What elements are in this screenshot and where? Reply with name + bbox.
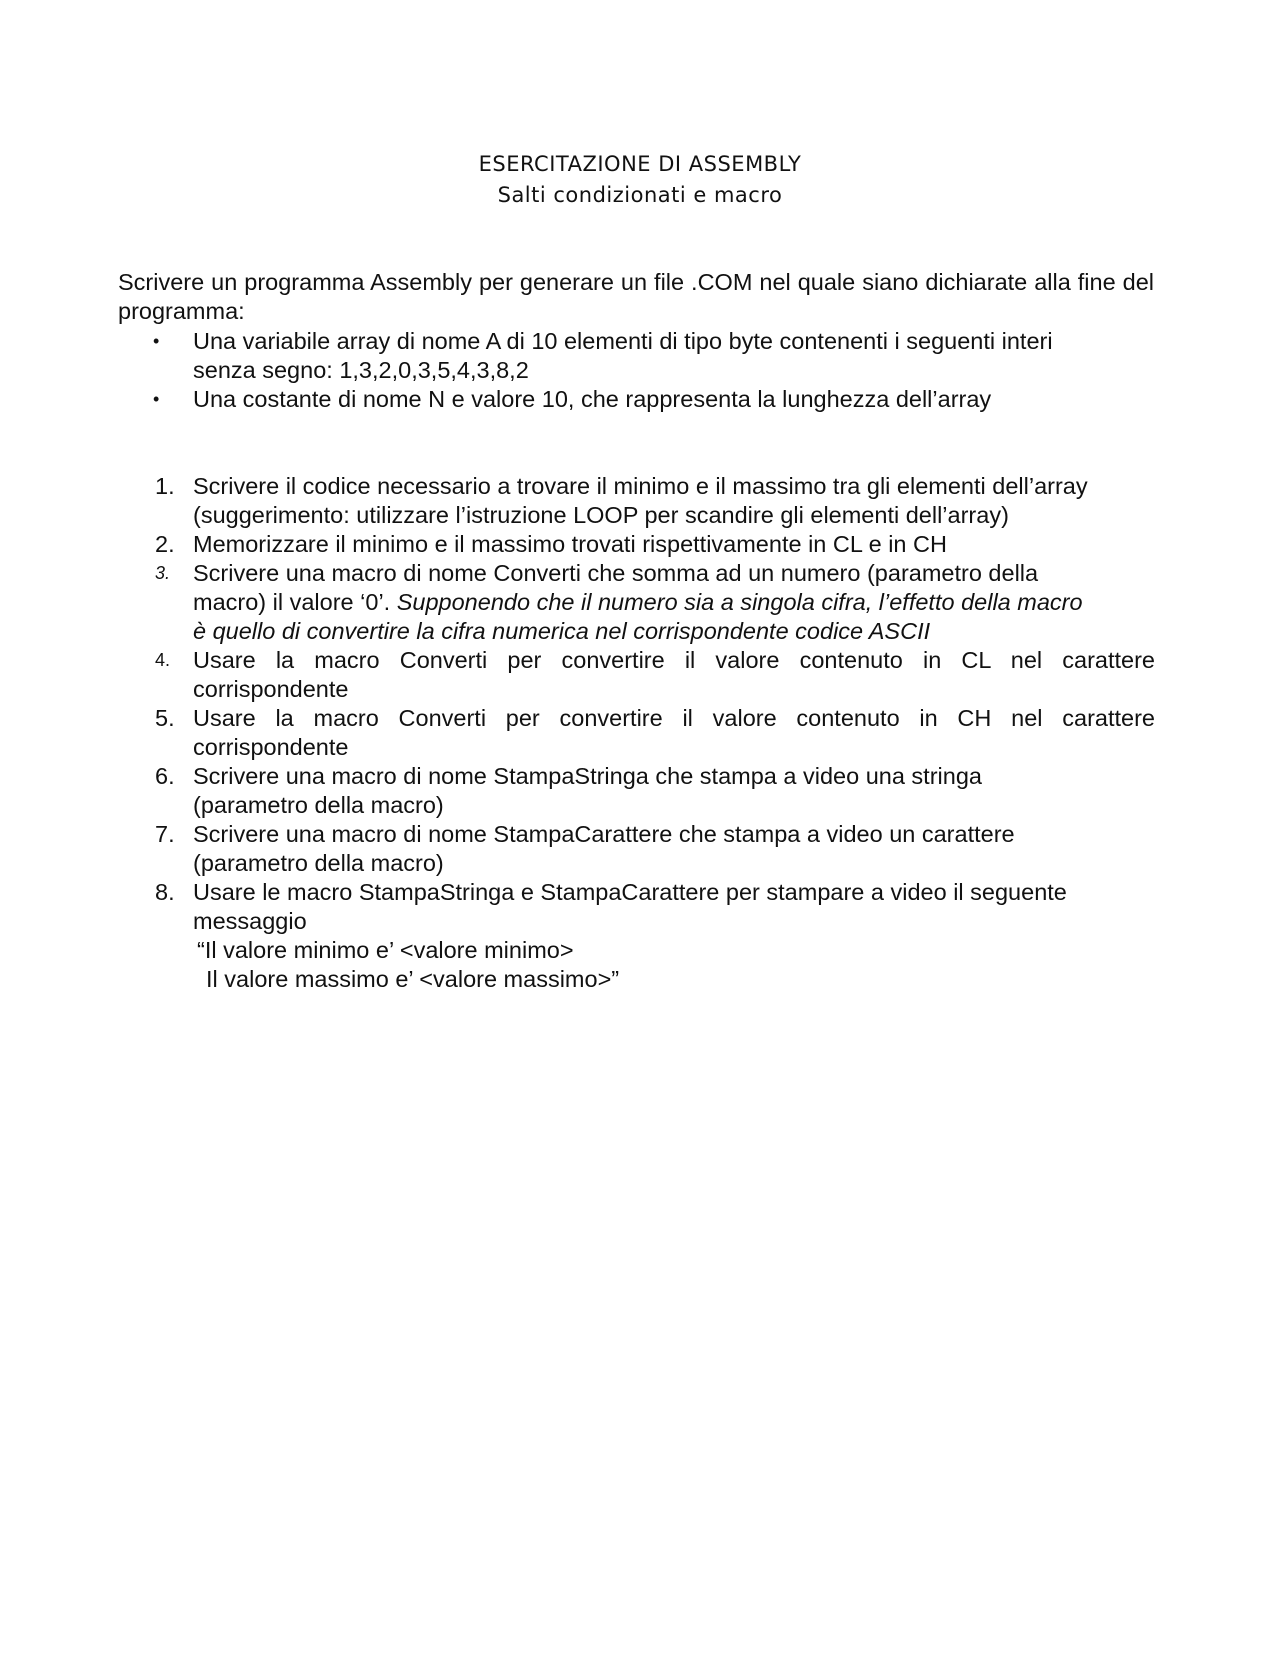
message-line: “Il valore minimo e’ <valore minimo> bbox=[197, 937, 574, 963]
list-item-line: Scrivere una macro di nome Converti che somma ad un numero (parametro della bbox=[193, 560, 1039, 586]
list-number: 3. bbox=[155, 563, 171, 583]
document-title: ESERCITAZIONE DI ASSEMBLY bbox=[478, 152, 802, 176]
list-number: 5. bbox=[155, 705, 175, 731]
list-item-line: corrispondente bbox=[193, 734, 349, 760]
document-subtitle: Salti condizionati e macro bbox=[497, 183, 783, 207]
list-item-italic-text: è quello di convertire la cifra numerica nel corrispondente codice ASCII bbox=[193, 618, 931, 644]
bullet-icon: • bbox=[153, 389, 160, 409]
bullet-item-line: Una variabile array di nome A di 10 elementi di tipo byte contenenti i seguenti interi bbox=[193, 328, 1053, 354]
bullet-icon: • bbox=[153, 331, 160, 351]
list-item-italic-text: Supponendo che il numero sia a singola cifra, l’effetto della macro bbox=[396, 589, 1083, 615]
list-item-line: (suggerimento: utilizzare l’istruzione LOOP per scandire gli elementi dell’array) bbox=[193, 502, 1009, 528]
list-item-line: Usare la macro Converti per convertire il valore contenuto in CL nel carattere bbox=[193, 647, 1155, 673]
message-line: Il valore massimo e’ <valore massimo>” bbox=[206, 966, 620, 992]
list-number: 1. bbox=[155, 473, 175, 499]
list-item-line: Memorizzare il minimo e il massimo trovati rispettivamente in CL e in CH bbox=[193, 531, 947, 557]
list-number: 7. bbox=[155, 821, 175, 847]
list-number: 4. bbox=[155, 650, 171, 670]
bullet-item-line: Una costante di nome N e valore 10, che rappresenta la lunghezza dell’array bbox=[193, 386, 992, 412]
bullet-item-line: senza segno: 1,3,2,0,3,5,4,3,8,2 bbox=[193, 357, 529, 383]
list-item-line: Usare la macro Converti per convertire il valore contenuto in CH nel carattere bbox=[193, 705, 1155, 731]
list-item-line: Scrivere una macro di nome StampaStringa che stampa a video una stringa bbox=[193, 763, 982, 789]
list-item-line: (parametro della macro) bbox=[193, 792, 444, 818]
list-number: 6. bbox=[155, 763, 175, 789]
intro-paragraph: Scrivere un programma Assembly per generare un file .COM nel quale siano dichiarate alla fine del programma: bbox=[118, 269, 1154, 324]
list-item-line bbox=[193, 617, 930, 646]
list-number: 2. bbox=[155, 531, 175, 557]
list-item-line bbox=[193, 588, 1083, 617]
list-item-line: Usare le macro StampaStringa e StampaCarattere per stampare a video il seguente bbox=[193, 879, 1067, 905]
list-item-line: (parametro della macro) bbox=[193, 850, 444, 876]
list-item-line: messaggio bbox=[193, 908, 307, 934]
list-item-line: Scrivere il codice necessario a trovare il minimo e il massimo tra gli elementi dell’array bbox=[193, 473, 1088, 499]
list-item-line: corrispondente bbox=[193, 676, 349, 702]
list-number: 8. bbox=[155, 879, 175, 905]
list-item-text: macro) il valore ‘0’. bbox=[193, 589, 397, 615]
list-item-line: Scrivere una macro di nome StampaCarattere che stampa a video un carattere bbox=[193, 821, 1015, 847]
